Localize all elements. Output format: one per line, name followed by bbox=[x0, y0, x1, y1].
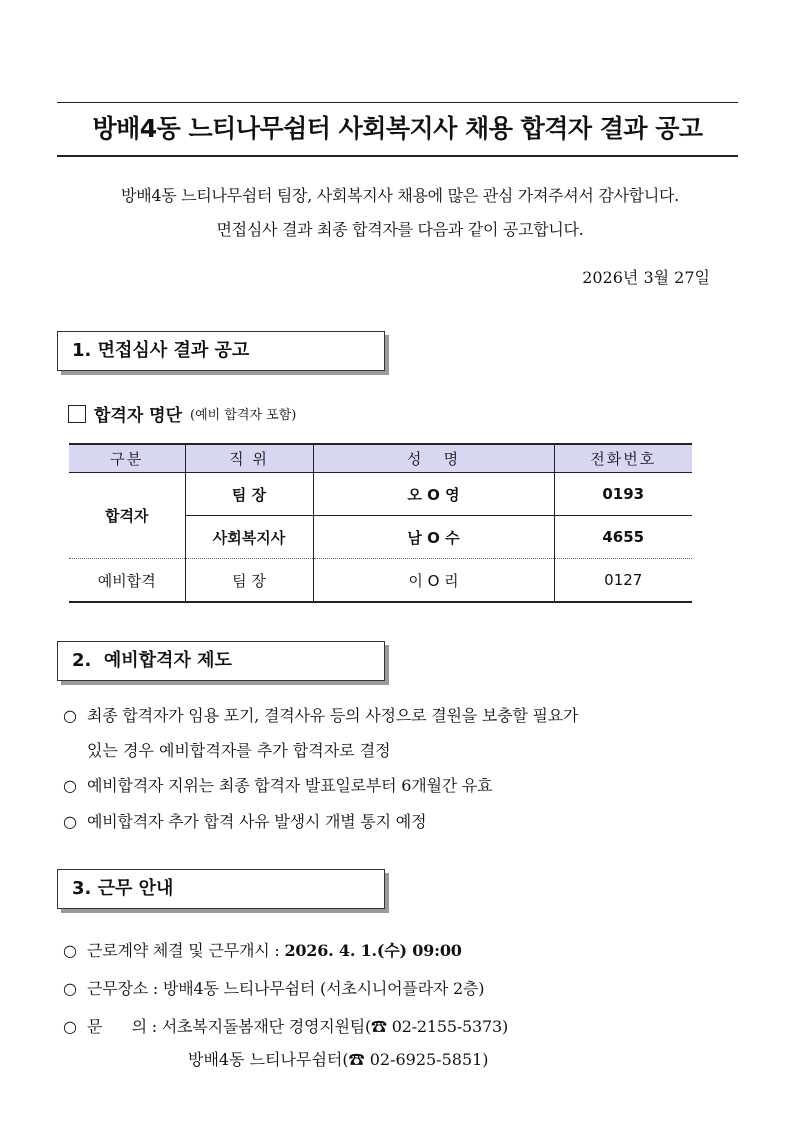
circle-bullet-icon: ○ bbox=[63, 1017, 77, 1036]
list-note: (예비 합격자 포함) bbox=[190, 408, 297, 423]
circle-bullet-icon: ○ bbox=[63, 706, 77, 725]
roster-table bbox=[69, 443, 692, 603]
table-header-row bbox=[69, 444, 692, 473]
list-item: ○ 예비합격자 추가 합격 사유 발생시 개별 통지 예정 bbox=[63, 812, 427, 831]
intro-line-2: 면접심사 결과 최종 합격자를 다음과 같이 공고합니다. bbox=[216, 220, 584, 239]
list-item: ○ 근로계약 체결 및 근무개시 : 2026. 4. 1.(수) 09:00 bbox=[63, 941, 462, 960]
header-phone: 전화번호 bbox=[554, 444, 692, 473]
list-item: ○ 예비합격자 지위는 최종 합격자 발표일로부터 6개월간 유효 bbox=[63, 776, 493, 795]
circle-bullet-icon: ○ bbox=[63, 941, 77, 960]
cell-phone: 0193 bbox=[554, 473, 692, 516]
table-row-reserve bbox=[69, 559, 692, 603]
section-1-heading-box bbox=[57, 331, 385, 371]
title-rule-bottom bbox=[57, 155, 738, 157]
table-row bbox=[69, 473, 692, 516]
cell-name: 남 O 수 bbox=[313, 516, 554, 559]
section-1-heading: 1. 면접심사 결과 공고 bbox=[72, 340, 250, 361]
circle-bullet-icon: ○ bbox=[63, 776, 77, 795]
circle-bullet-icon: ○ bbox=[63, 979, 77, 998]
cell-phone: 4655 bbox=[554, 516, 692, 559]
header-category: 구분 bbox=[69, 444, 185, 473]
section-2-heading-box bbox=[57, 641, 385, 681]
cell-category: 예비합격 bbox=[69, 559, 185, 603]
list-item: ○ 근무장소 : 방배4동 느티나무쉼터 (서초시니어플라자 2층) bbox=[63, 979, 485, 998]
circle-bullet-icon: ○ bbox=[63, 812, 77, 831]
list-item: ○ 최종 합격자가 임용 포기, 결격사유 등의 사정으로 결원을 보충할 필요가 bbox=[63, 706, 579, 725]
section-3-heading-box bbox=[57, 869, 385, 909]
group-passed: 합격자 bbox=[69, 473, 185, 559]
cell-position: 팀 장 bbox=[185, 473, 313, 516]
list-item-continuation: 있는 경우 예비합격자를 추가 합격자로 결정 bbox=[87, 741, 391, 760]
cell-name: 이 O 리 bbox=[313, 559, 554, 603]
list-item: ○ 문 의 : 서초복지돌봄재단 경영지원팀(☎ 02-2155-5373) bbox=[63, 1017, 508, 1036]
list-heading bbox=[68, 401, 296, 426]
section-2-heading: 2. 예비합격자 제도 bbox=[72, 650, 232, 671]
page-title: 방배4동 느티나무쉼터 사회복지사 채용 합격자 결과 공고 bbox=[92, 114, 703, 143]
cell-phone: 0127 bbox=[554, 559, 692, 603]
intro-line-1: 방배4동 느티나무쉼터 팀장, 사회복지사 채용에 많은 관심 가져주셔서 감사합니다. bbox=[121, 186, 679, 205]
contact-line-2: 방배4동 느티나무쉼터(☎ 02-6925-5851) bbox=[188, 1050, 489, 1069]
cell-position: 사회복지사 bbox=[185, 516, 313, 559]
announcement-date: 2026년 3월 27일 bbox=[582, 268, 710, 287]
contact-line-1: 서초복지돌봄재단 경영지원팀(☎ 02-2155-5373) bbox=[161, 1017, 508, 1036]
section-3-heading: 3. 근무 안내 bbox=[72, 878, 174, 899]
start-date: 2026. 4. 1.(수) 09:00 bbox=[284, 941, 462, 960]
header-name: 성 명 bbox=[313, 444, 554, 473]
header-position: 직 위 bbox=[185, 444, 313, 473]
checkbox-icon bbox=[68, 405, 86, 423]
cell-name: 오 O 영 bbox=[313, 473, 554, 516]
cell-position: 팀 장 bbox=[185, 559, 313, 603]
list-title: 합격자 명단 bbox=[94, 406, 183, 426]
